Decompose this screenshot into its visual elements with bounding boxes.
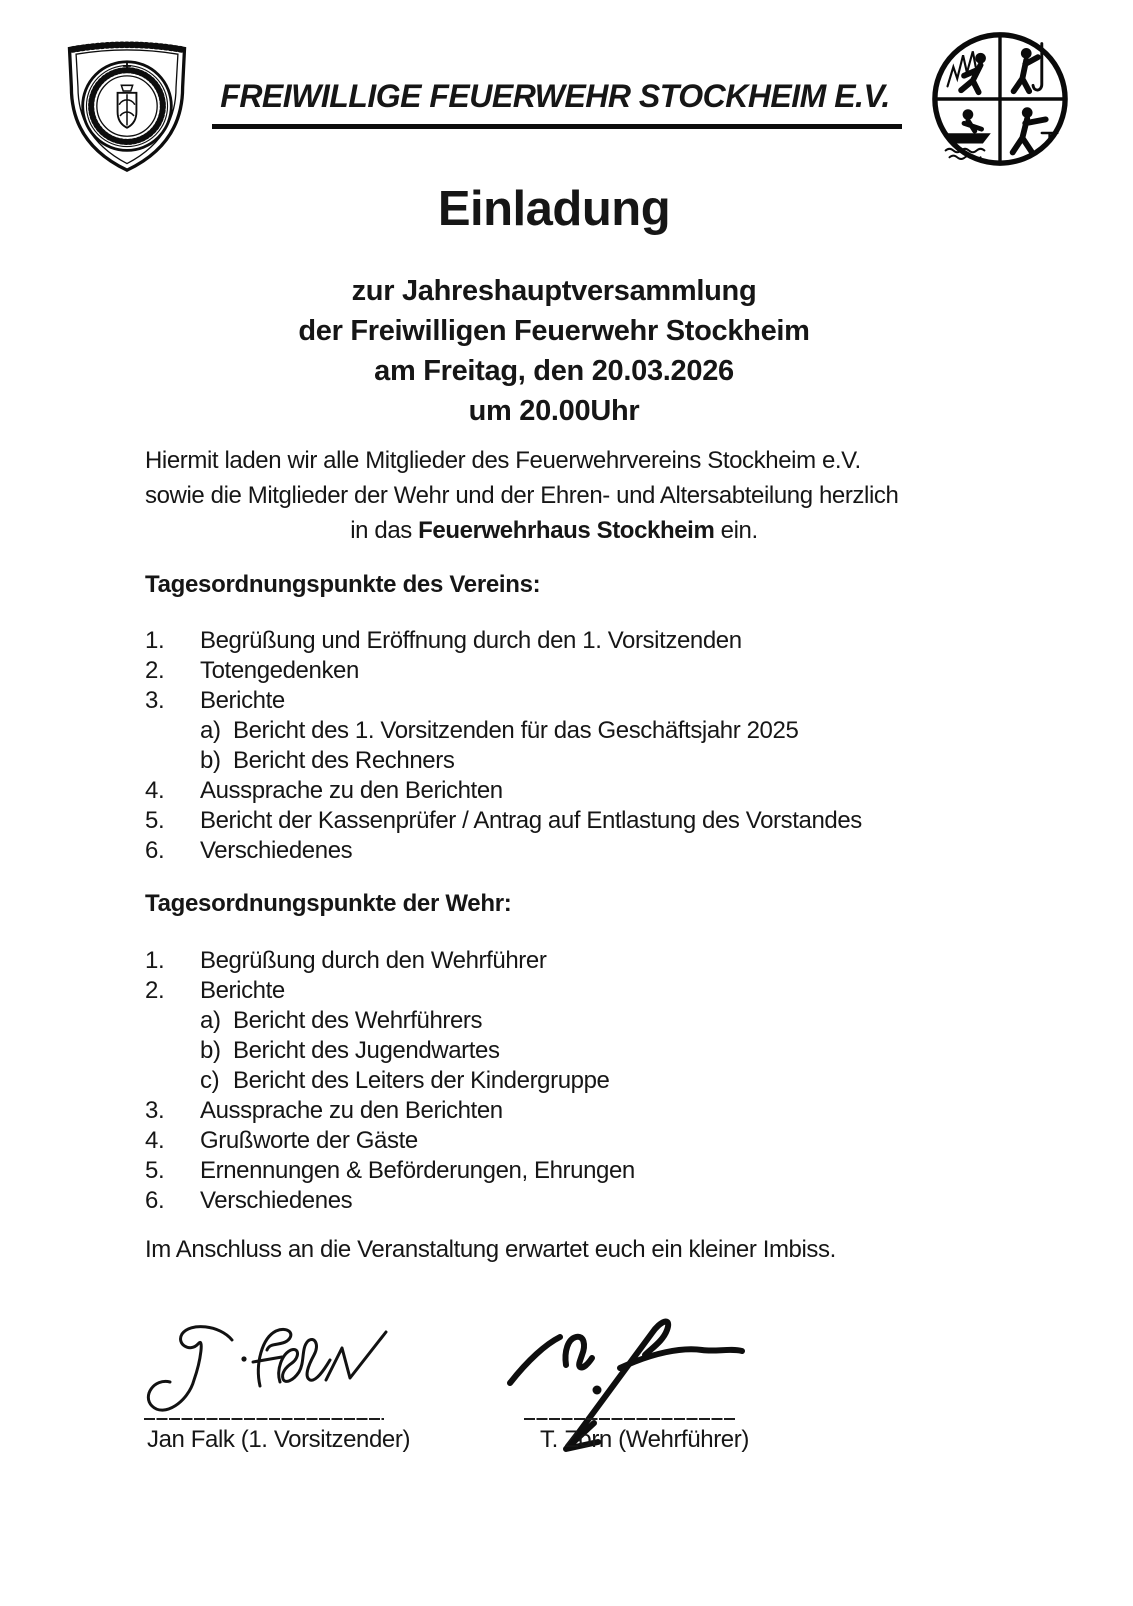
item-marker: 5. (145, 807, 165, 834)
item-text: Begrüßung durch den Wehrführer (200, 947, 547, 974)
item-text: Bericht der Kassenprüfer / Antrag auf Entlastung des Vorstandes (200, 807, 862, 834)
item-text: Verschiedenes (200, 837, 353, 864)
intro-line-3 (145, 513, 963, 548)
closing-note: Im Anschluss an die Veranstaltung erwartet euch ein kleiner Imbiss. (145, 1236, 836, 1263)
item-text: Aussprache zu den Berichten (200, 1097, 503, 1124)
list-item (145, 656, 963, 686)
list-item (145, 626, 963, 656)
signature-label-vorsitzender: Jan Falk (1. Vorsitzender) (147, 1426, 411, 1453)
list-item (145, 946, 963, 976)
list-subitem (145, 1066, 963, 1096)
list-item (145, 806, 963, 836)
list-item (145, 1096, 963, 1126)
item-text: Bericht des Wehrführers (233, 1007, 483, 1034)
item-marker: a) (200, 1007, 221, 1034)
item-marker: 3. (145, 1097, 165, 1124)
item-marker: 1. (145, 627, 165, 654)
item-text: Aussprache zu den Berichten (200, 777, 503, 804)
item-text: Bericht des 1. Vorsitzenden für das Geschäftsjahr 2025 (233, 717, 799, 744)
subtitle-line-date: am Freitag, den 20.03.2026 (374, 355, 734, 387)
subtitle-line-occasion: zur Jahreshauptversammlung (351, 275, 757, 307)
item-text: Berichte (200, 977, 285, 1004)
agenda-verein-list (145, 626, 963, 866)
item-marker: 4. (145, 1127, 165, 1154)
item-marker: 4. (145, 777, 165, 804)
intro-line-2: sowie die Mitglieder der Wehr und der Ehren- und Altersabteilung herzlich (145, 482, 899, 509)
list-item (145, 1156, 963, 1186)
intro-paragraph (145, 443, 963, 548)
item-text: Bericht des Jugendwartes (233, 1037, 500, 1064)
item-marker: b) (200, 747, 221, 774)
signature-jan-falk (140, 1320, 390, 1420)
signature-line-vorsitzender (144, 1418, 384, 1420)
org-name-header: FREIWILLIGE FEUERWEHR STOCKHEIM E.V. (220, 78, 890, 114)
list-item (145, 686, 963, 716)
item-text: Begrüßung und Eröffnung durch den 1. Vorsitzenden (200, 627, 742, 654)
document-title: Einladung (437, 182, 671, 236)
list-subitem (145, 1006, 963, 1036)
item-text: Bericht des Rechners (233, 747, 455, 774)
item-text: Grußworte der Gäste (200, 1127, 418, 1154)
item-marker: 2. (145, 977, 165, 1004)
intro-line-3-prefix: in das (350, 517, 419, 544)
list-item (145, 1186, 963, 1216)
item-marker: a) (200, 717, 221, 744)
list-item (145, 976, 963, 1006)
item-text: Berichte (200, 687, 285, 714)
signature-line-wehrfuehrer (524, 1418, 736, 1420)
item-marker: 2. (145, 657, 165, 684)
item-text: Totengedenken (200, 657, 359, 684)
item-marker: 1. (145, 947, 165, 974)
fire-brigade-emblem-icon (929, 30, 1071, 168)
stockheim-crest-seal-logo (61, 33, 193, 181)
header-underline (212, 124, 902, 129)
item-marker: b) (200, 1037, 221, 1064)
item-text: Bericht des Leiters der Kindergruppe (233, 1067, 610, 1094)
event-subtitle (145, 271, 963, 431)
list-subitem (145, 746, 963, 776)
agenda-wehr-heading: Tagesordnungspunkte der Wehr: (145, 890, 512, 917)
list-item (145, 1126, 963, 1156)
agenda-verein-heading: Tagesordnungspunkte des Vereins: (145, 571, 541, 598)
subtitle-line-time: um 20.00Uhr (468, 395, 640, 427)
item-marker: 6. (145, 1187, 165, 1214)
venue-name: Feuerwehrhaus Stockheim (418, 517, 715, 544)
intro-line-3-suffix: ein. (714, 517, 758, 544)
intro-line-1: Hiermit laden wir alle Mitglieder des Feuerwehrvereins Stockheim e.V. (145, 447, 861, 474)
item-marker: 3. (145, 687, 165, 714)
signature-label-wehrfuehrer: T. Zorn (Wehrführer) (540, 1426, 749, 1453)
list-item (145, 776, 963, 806)
item-text: Verschiedenes (200, 1187, 353, 1214)
list-subitem (145, 1036, 963, 1066)
list-item (145, 836, 963, 866)
item-marker: 5. (145, 1157, 165, 1184)
subtitle-line-organisation: der Freiwilligen Feuerwehr Stockheim (298, 315, 810, 347)
item-marker: 6. (145, 837, 165, 864)
agenda-wehr-list (145, 946, 963, 1216)
item-text: Ernennungen & Beförderungen, Ehrungen (200, 1157, 635, 1184)
item-marker: c) (200, 1067, 220, 1094)
list-subitem (145, 716, 963, 746)
